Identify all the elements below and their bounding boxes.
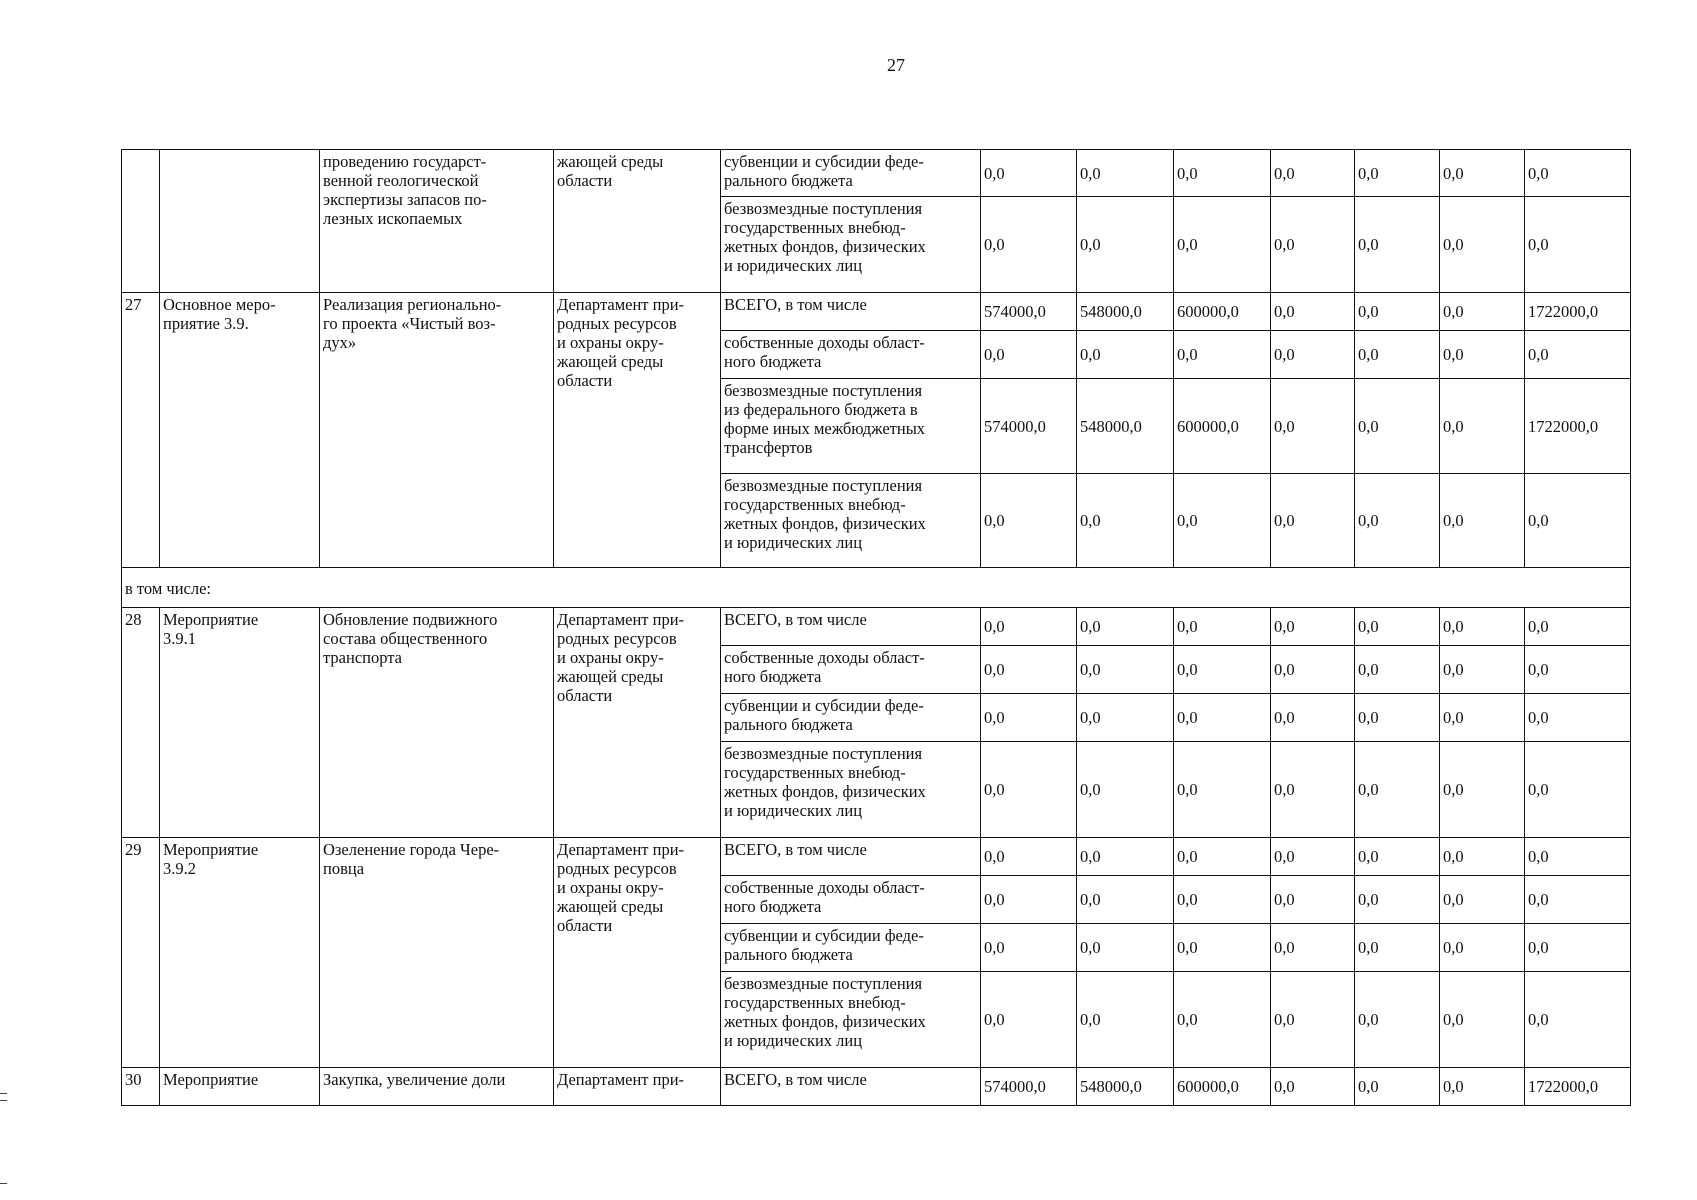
value-cell: 1722000,0 xyxy=(1525,293,1631,331)
value-cell: 0,0 xyxy=(981,646,1077,694)
value-cell: 0,0 xyxy=(1440,379,1525,474)
value-cell: 0,0 xyxy=(1355,608,1440,646)
event-name-cell xyxy=(320,1068,554,1106)
value-cell: 0,0 xyxy=(1077,876,1174,924)
value-cell: 0,0 xyxy=(1525,331,1631,379)
value-cell: 0,0 xyxy=(1440,150,1525,197)
value-cell: 600000,0 xyxy=(1174,379,1271,474)
event-name-line: Обновление подвижного xyxy=(323,610,498,629)
value-cell: 0,0 xyxy=(1174,838,1271,876)
event-name-line: венной геологической xyxy=(323,171,479,190)
row-number-cell: 29 xyxy=(122,838,160,1068)
value-cell: 0,0 xyxy=(1355,838,1440,876)
executor-cell xyxy=(554,293,721,568)
value-cell: 0,0 xyxy=(1440,972,1525,1068)
value-cell: 0,0 xyxy=(1440,838,1525,876)
value-cell: 0,0 xyxy=(1271,379,1355,474)
funding-source-line: государственных внебюд- xyxy=(724,495,906,514)
value-cell: 0,0 xyxy=(981,150,1077,197)
value-cell: 0,0 xyxy=(981,331,1077,379)
funding-source-line: субвенции и субсидии феде- xyxy=(724,152,924,171)
value-cell: 0,0 xyxy=(981,608,1077,646)
funding-source-line: собственные доходы област- xyxy=(724,333,925,352)
funding-source-line: государственных внебюд- xyxy=(724,993,906,1012)
executor-line: и охраны окру- xyxy=(557,333,664,352)
edge-mark xyxy=(0,1100,7,1101)
value-cell: 0,0 xyxy=(1355,924,1440,972)
executor-line: Департамент при- xyxy=(557,840,685,859)
value-cell: 0,0 xyxy=(1355,876,1440,924)
executor-line: жающей среды xyxy=(557,352,664,371)
funding-source-cell xyxy=(721,742,981,838)
funding-source-line: и юридических лиц xyxy=(724,801,863,820)
event-name-line: состава общественного xyxy=(323,629,488,648)
executor-cell xyxy=(554,1068,721,1106)
value-cell: 0,0 xyxy=(1271,694,1355,742)
value-cell: 0,0 xyxy=(1174,972,1271,1068)
value-cell: 0,0 xyxy=(1355,150,1440,197)
value-cell: 0,0 xyxy=(1271,331,1355,379)
value-cell: 0,0 xyxy=(1077,924,1174,972)
value-cell: 0,0 xyxy=(1440,876,1525,924)
value-cell: 0,0 xyxy=(981,197,1077,293)
value-cell: 0,0 xyxy=(1174,608,1271,646)
value-cell: 0,0 xyxy=(981,474,1077,568)
funding-source-cell xyxy=(721,924,981,972)
value-cell: 0,0 xyxy=(1077,608,1174,646)
value-cell: 0,0 xyxy=(1355,474,1440,568)
funding-source-line: ВСЕГО, в том числе xyxy=(724,295,867,314)
value-cell: 0,0 xyxy=(1355,197,1440,293)
funding-source-line: рального бюджета xyxy=(724,715,853,734)
value-cell: 0,0 xyxy=(1355,972,1440,1068)
executor-line: области xyxy=(557,686,613,705)
funding-source-line: ВСЕГО, в том числе xyxy=(724,840,867,859)
funding-source-line: государственных внебюд- xyxy=(724,763,906,782)
event-name-line: транспорта xyxy=(323,648,402,667)
executor-cell xyxy=(554,838,721,1068)
value-cell: 0,0 xyxy=(1271,972,1355,1068)
funding-source-cell xyxy=(721,197,981,293)
value-cell: 0,0 xyxy=(1077,197,1174,293)
value-cell: 0,0 xyxy=(1174,150,1271,197)
value-cell: 0,0 xyxy=(1355,742,1440,838)
value-cell: 0,0 xyxy=(1271,293,1355,331)
funding-source-line: и юридических лиц xyxy=(724,533,863,552)
value-cell: 1722000,0 xyxy=(1525,379,1631,474)
measure-name-line: Мероприятие xyxy=(163,610,259,629)
funding-source-line: и юридических лиц xyxy=(724,1031,863,1050)
value-cell: 0,0 xyxy=(1271,924,1355,972)
funding-source-line: трансфертов xyxy=(724,438,813,457)
measure-name-line: Основное меро- xyxy=(163,295,276,314)
value-cell: 0,0 xyxy=(1525,838,1631,876)
value-cell: 0,0 xyxy=(1077,150,1174,197)
row-number-cell: 30 xyxy=(122,1068,160,1106)
measure-name-line: Мероприятие xyxy=(163,1070,259,1089)
value-cell: 0,0 xyxy=(1440,197,1525,293)
funding-source-line: безвозмездные поступления xyxy=(724,476,923,495)
funding-source-line: жетных фондов, физических xyxy=(724,1012,926,1031)
funding-source-cell xyxy=(721,694,981,742)
value-cell: 1722000,0 xyxy=(1525,1068,1631,1106)
value-cell: 0,0 xyxy=(1440,742,1525,838)
table-row xyxy=(122,838,1631,876)
page-number: 27 xyxy=(887,55,905,75)
executor-line: и охраны окру- xyxy=(557,878,664,897)
value-cell: 0,0 xyxy=(1271,838,1355,876)
value-cell: 0,0 xyxy=(1077,742,1174,838)
value-cell: 0,0 xyxy=(1525,150,1631,197)
edge-mark xyxy=(0,1183,7,1184)
measure-name-line: 3.9.1 xyxy=(163,629,196,648)
funding-source-line: ВСЕГО, в том числе xyxy=(724,610,867,629)
value-cell: 0,0 xyxy=(1525,876,1631,924)
measure-name-line: 3.9.2 xyxy=(163,859,196,878)
event-name-line: дух» xyxy=(323,333,357,352)
value-cell: 0,0 xyxy=(1174,197,1271,293)
event-name-cell xyxy=(320,608,554,838)
executor-line: жающей среды xyxy=(557,667,664,686)
funding-source-line: ВСЕГО, в том числе xyxy=(724,1070,867,1089)
funding-source-line: рального бюджета xyxy=(724,945,853,964)
event-name-line: Закупка, увеличение доли xyxy=(323,1070,506,1089)
table-row xyxy=(122,1068,1631,1106)
table-row xyxy=(122,293,1631,331)
funding-source-line: ного бюджета xyxy=(724,897,822,916)
value-cell: 0,0 xyxy=(1174,742,1271,838)
value-cell: 0,0 xyxy=(1525,742,1631,838)
funding-source-line: ного бюджета xyxy=(724,352,822,371)
funding-source-cell xyxy=(721,838,981,876)
value-cell: 0,0 xyxy=(1077,972,1174,1068)
section-row xyxy=(122,568,1631,608)
event-name-line: экспертизы запасов по- xyxy=(323,190,487,209)
table-row xyxy=(122,150,1631,197)
executor-line: области xyxy=(557,171,613,190)
value-cell: 0,0 xyxy=(1174,876,1271,924)
value-cell: 0,0 xyxy=(1077,331,1174,379)
table-row xyxy=(122,608,1631,646)
value-cell: 548000,0 xyxy=(1077,379,1174,474)
value-cell: 0,0 xyxy=(1440,924,1525,972)
value-cell: 0,0 xyxy=(1440,608,1525,646)
measure-name-cell xyxy=(160,1068,320,1106)
measure-name-cell xyxy=(160,150,320,293)
edge-mark xyxy=(0,1093,7,1094)
event-name-cell xyxy=(320,293,554,568)
value-cell: 0,0 xyxy=(1525,694,1631,742)
funding-source-cell xyxy=(721,474,981,568)
value-cell: 0,0 xyxy=(1271,474,1355,568)
funding-source-line: ного бюджета xyxy=(724,667,822,686)
executor-line: Департамент при- xyxy=(557,610,685,629)
executor-line: Департамент при- xyxy=(557,295,685,314)
executor-line: жающей среды xyxy=(557,897,664,916)
funding-source-line: безвозмездные поступления xyxy=(724,744,923,763)
event-name-line: проведению государст- xyxy=(323,152,487,171)
value-cell: 0,0 xyxy=(1271,197,1355,293)
event-name-cell xyxy=(320,150,554,293)
measure-name-cell xyxy=(160,838,320,1068)
event-name-line: Озеленение города Чере- xyxy=(323,840,500,859)
value-cell: 0,0 xyxy=(981,838,1077,876)
funding-source-line: жетных фондов, физических xyxy=(724,514,926,533)
executor-cell xyxy=(554,608,721,838)
executor-line: жающей среды xyxy=(557,152,664,171)
value-cell: 0,0 xyxy=(1440,1068,1525,1106)
value-cell: 0,0 xyxy=(1174,474,1271,568)
value-cell: 0,0 xyxy=(1525,474,1631,568)
funding-source-line: безвозмездные поступления xyxy=(724,974,923,993)
row-number-cell: 28 xyxy=(122,608,160,838)
funding-source-cell xyxy=(721,1068,981,1106)
funding-source-cell xyxy=(721,646,981,694)
executor-line: родных ресурсов xyxy=(557,859,677,878)
row-number-cell: 27 xyxy=(122,293,160,568)
executor-line: родных ресурсов xyxy=(557,314,677,333)
value-cell: 0,0 xyxy=(1355,331,1440,379)
executor-line: Департамент при- xyxy=(557,1070,685,1089)
value-cell: 0,0 xyxy=(1355,646,1440,694)
funding-source-line: собственные доходы област- xyxy=(724,648,925,667)
value-cell: 0,0 xyxy=(1525,924,1631,972)
table-body xyxy=(122,150,1631,1106)
funding-source-line: и юридических лиц xyxy=(724,256,863,275)
funding-source-line: безвозмездные поступления xyxy=(724,381,923,400)
value-cell: 0,0 xyxy=(1355,379,1440,474)
value-cell: 0,0 xyxy=(1355,1068,1440,1106)
executor-line: области xyxy=(557,371,613,390)
value-cell: 0,0 xyxy=(1271,1068,1355,1106)
measure-name-line: приятие 3.9. xyxy=(163,314,249,333)
value-cell: 0,0 xyxy=(981,972,1077,1068)
funding-source-line: государственных внебюд- xyxy=(724,218,906,237)
funding-source-cell xyxy=(721,150,981,197)
value-cell: 600000,0 xyxy=(1174,293,1271,331)
measure-name-line: Мероприятие xyxy=(163,840,259,859)
value-cell: 0,0 xyxy=(1077,646,1174,694)
value-cell: 0,0 xyxy=(1440,331,1525,379)
executor-line: области xyxy=(557,916,613,935)
value-cell: 0,0 xyxy=(1174,694,1271,742)
funding-source-line: из федерального бюджета в xyxy=(724,400,918,419)
funding-source-line: безвозмездные поступления xyxy=(724,199,923,218)
funding-source-cell xyxy=(721,331,981,379)
funding-source-line: рального бюджета xyxy=(724,171,853,190)
budget-table xyxy=(121,149,1631,1106)
value-cell: 0,0 xyxy=(1525,608,1631,646)
funding-source-cell xyxy=(721,608,981,646)
value-cell: 548000,0 xyxy=(1077,1068,1174,1106)
value-cell: 548000,0 xyxy=(1077,293,1174,331)
value-cell: 0,0 xyxy=(1355,694,1440,742)
funding-source-line: форме иных межбюджетных xyxy=(724,419,926,438)
funding-source-line: собственные доходы област- xyxy=(724,878,925,897)
funding-source-line: жетных фондов, физических xyxy=(724,782,926,801)
funding-source-cell xyxy=(721,293,981,331)
funding-source-line: жетных фондов, физических xyxy=(724,237,926,256)
section-label: в том числе: xyxy=(122,568,1631,608)
value-cell: 574000,0 xyxy=(981,293,1077,331)
value-cell: 0,0 xyxy=(1174,646,1271,694)
value-cell: 0,0 xyxy=(1174,924,1271,972)
value-cell: 0,0 xyxy=(1355,293,1440,331)
value-cell: 0,0 xyxy=(1271,876,1355,924)
value-cell: 0,0 xyxy=(981,742,1077,838)
value-cell: 0,0 xyxy=(1525,972,1631,1068)
value-cell: 0,0 xyxy=(1440,694,1525,742)
value-cell: 0,0 xyxy=(1077,838,1174,876)
value-cell: 0,0 xyxy=(981,876,1077,924)
value-cell: 0,0 xyxy=(981,924,1077,972)
funding-source-cell xyxy=(721,876,981,924)
value-cell: 0,0 xyxy=(1271,608,1355,646)
value-cell: 0,0 xyxy=(1077,694,1174,742)
funding-source-line: субвенции и субсидии феде- xyxy=(724,926,924,945)
executor-line: родных ресурсов xyxy=(557,629,677,648)
event-name-line: лезных ископаемых xyxy=(323,209,463,228)
event-name-line: го проекта «Чистый воз- xyxy=(323,314,496,333)
value-cell: 574000,0 xyxy=(981,379,1077,474)
value-cell: 0,0 xyxy=(1440,293,1525,331)
funding-source-line: субвенции и субсидии феде- xyxy=(724,696,924,715)
event-name-cell xyxy=(320,838,554,1068)
measure-name-cell xyxy=(160,293,320,568)
value-cell: 0,0 xyxy=(1440,646,1525,694)
event-name-line: Реализация регионально- xyxy=(323,295,502,314)
value-cell: 0,0 xyxy=(1525,197,1631,293)
value-cell: 0,0 xyxy=(1077,474,1174,568)
value-cell: 0,0 xyxy=(981,694,1077,742)
funding-source-cell xyxy=(721,972,981,1068)
value-cell: 0,0 xyxy=(1271,646,1355,694)
value-cell: 574000,0 xyxy=(981,1068,1077,1106)
executor-cell xyxy=(554,150,721,293)
event-name-line: повца xyxy=(323,859,365,878)
value-cell: 600000,0 xyxy=(1174,1068,1271,1106)
row-number-cell xyxy=(122,150,160,293)
value-cell: 0,0 xyxy=(1525,646,1631,694)
value-cell: 0,0 xyxy=(1440,474,1525,568)
measure-name-cell xyxy=(160,608,320,838)
value-cell: 0,0 xyxy=(1271,150,1355,197)
executor-line: и охраны окру- xyxy=(557,648,664,667)
funding-source-cell xyxy=(721,379,981,474)
value-cell: 0,0 xyxy=(1174,331,1271,379)
value-cell: 0,0 xyxy=(1271,742,1355,838)
